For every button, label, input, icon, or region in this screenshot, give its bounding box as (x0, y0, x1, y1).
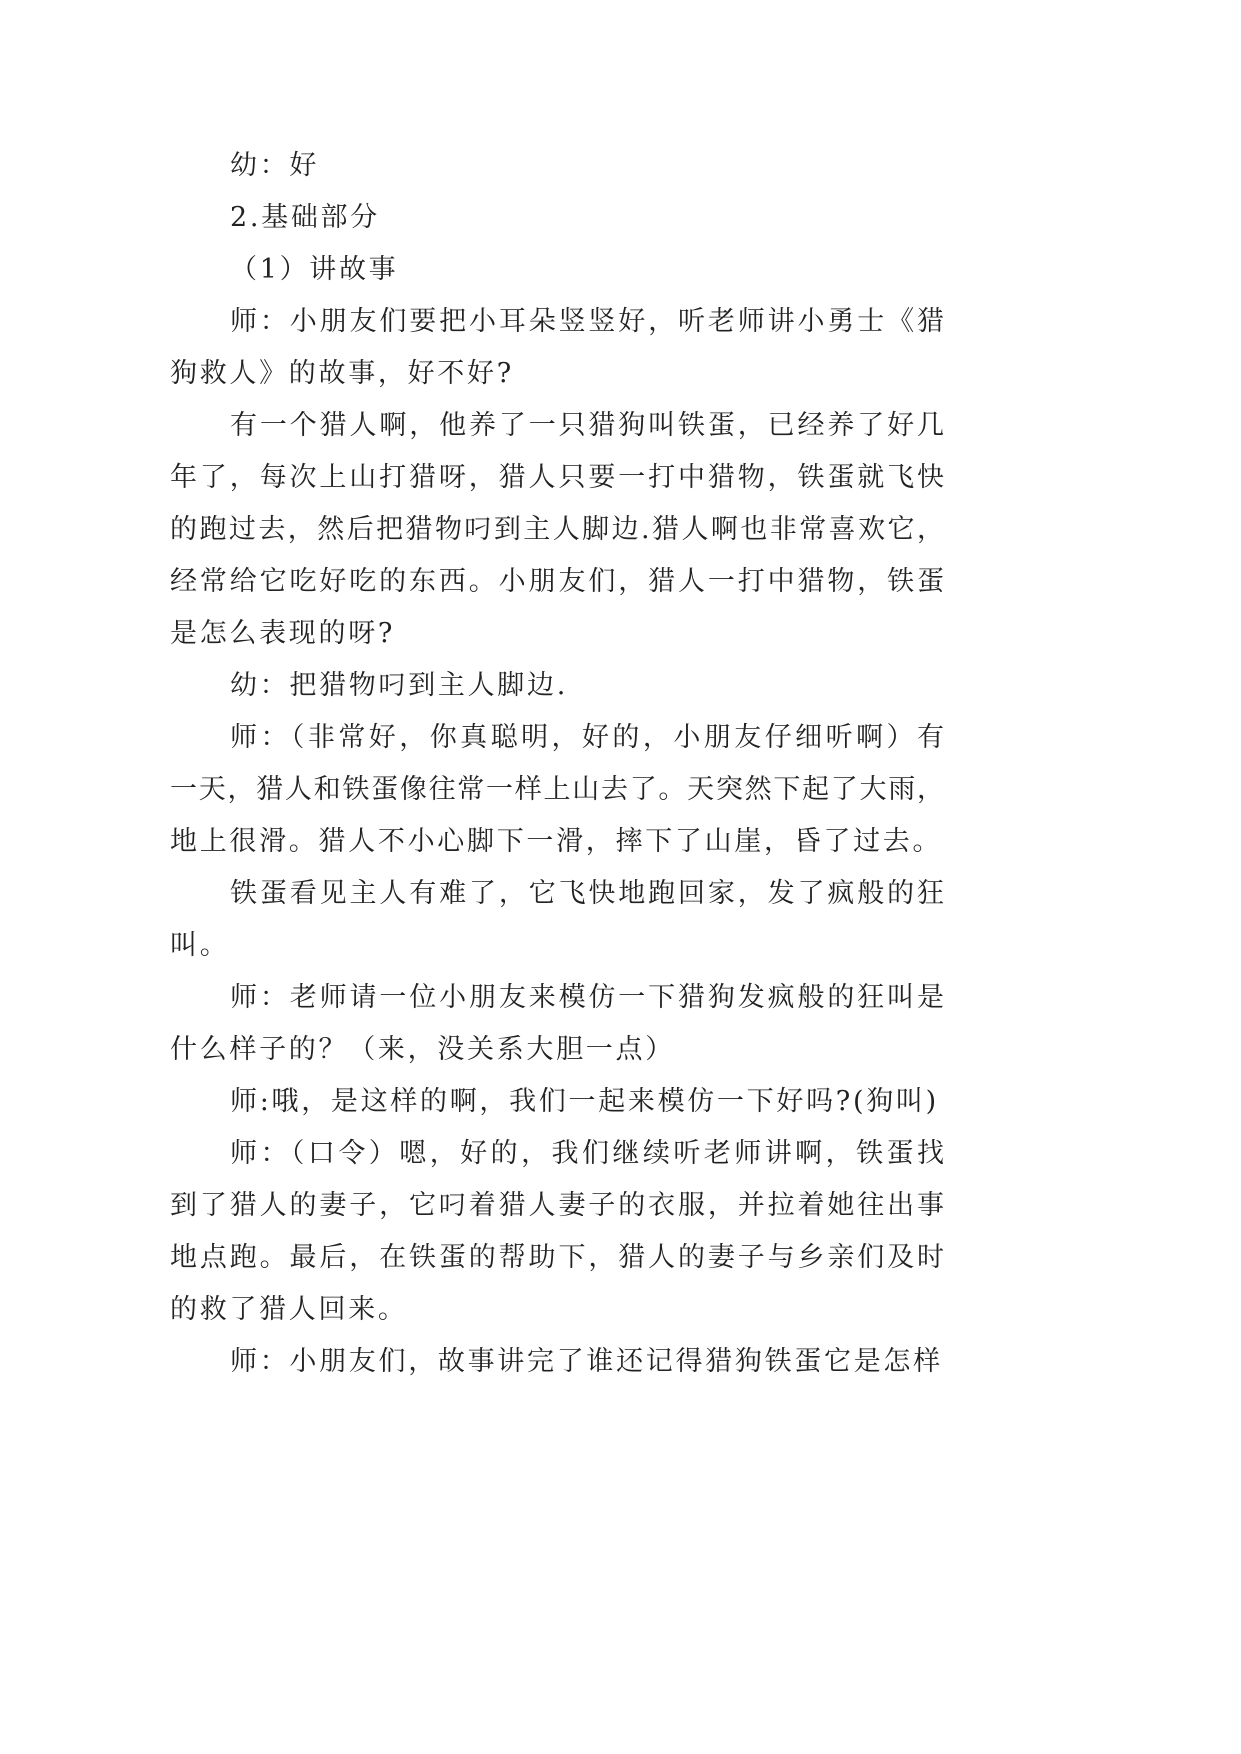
text-line: 到了猎人的妻子，它叼着猎人妻子的衣服，并拉着她往出事 (170, 1190, 944, 1221)
text-line: 2.基础部分 (230, 202, 380, 233)
paragraph (170, 244, 944, 296)
text-line: （1）讲故事 (230, 254, 399, 285)
text-line: 师：老师请一位小朋友来模仿一下猎狗发疯般的狂叫是 (230, 982, 944, 1013)
text-line: 的跑过去，然后把猎物叼到主人脚边.猎人啊也非常喜欢它， (170, 514, 944, 545)
text-line: 师：小朋友们要把小耳朵竖竖好，听老师讲小勇士《猎 (230, 306, 944, 337)
text-line: 是怎么表现的呀? (170, 618, 396, 649)
paragraph (170, 296, 944, 400)
paragraph (170, 1076, 944, 1128)
paragraph (170, 972, 944, 1076)
text-line: 地上很滑。猎人不小心脚下一滑，摔下了山崖，昏了过去。 (170, 826, 943, 857)
document-body (170, 140, 944, 1388)
text-line: 幼：好 (230, 150, 320, 181)
paragraph (170, 140, 944, 192)
text-line: 师:哦，是这样的啊，我们一起来模仿一下好吗?(狗叫) (230, 1086, 939, 1117)
paragraph (170, 660, 944, 712)
text-line: 地点跑。最后，在铁蛋的帮助下，猎人的妻子与乡亲们及时 (170, 1242, 944, 1273)
text-line: 师：（口令）嗯，好的，我们继续听老师讲啊，铁蛋找 (230, 1138, 944, 1169)
paragraph (170, 1336, 944, 1388)
paragraph (170, 400, 944, 660)
text-line: 年了，每次上山打猎呀，猎人只要一打中猎物，铁蛋就飞快 (170, 462, 944, 493)
text-line: 有一个猎人啊，他养了一只猎狗叫铁蛋，已经养了好几 (230, 410, 944, 441)
text-line: 铁蛋看见主人有难了，它飞快地跑回家，发了疯般的狂 (230, 878, 944, 909)
text-line: 师：小朋友们，故事讲完了谁还记得猎狗铁蛋它是怎样 (230, 1346, 943, 1377)
text-line: 的救了猎人回来。 (170, 1294, 408, 1325)
paragraph (170, 868, 944, 972)
text-line: 什么样子的？（来，没关系大胆一点） (170, 1034, 675, 1065)
text-line: 幼：把猎物叼到主人脚边. (230, 670, 568, 701)
text-line: 叫。 (170, 930, 230, 961)
text-line: 一天，猎人和铁蛋像往常一样上山去了。天突然下起了大雨， (170, 774, 944, 805)
text-line: 狗救人》的故事，好不好? (170, 358, 514, 389)
text-line: 师：（非常好，你真聪明，好的，小朋友仔细听啊）有 (230, 722, 944, 753)
paragraph (170, 192, 944, 244)
paragraph (170, 712, 944, 868)
paragraph (170, 1128, 944, 1336)
text-line: 经常给它吃好吃的东西。小朋友们，猎人一打中猎物，铁蛋 (170, 566, 944, 597)
